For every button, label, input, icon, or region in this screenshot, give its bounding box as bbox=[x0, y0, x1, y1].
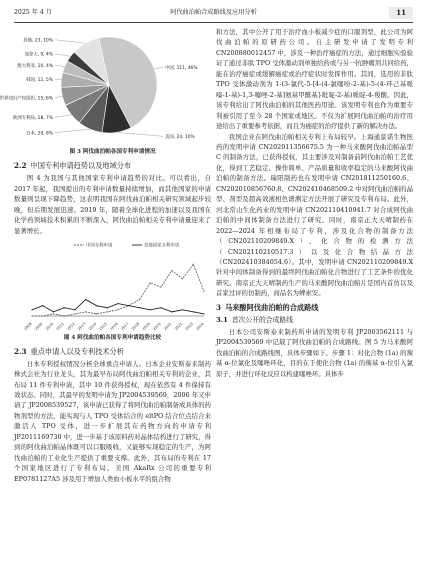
data-point bbox=[42, 305, 43, 306]
data-point bbox=[74, 314, 75, 315]
data-point bbox=[107, 307, 108, 308]
x-tick-label: 2008 bbox=[23, 322, 33, 332]
pie-slice-label: 美国, 24, 10% bbox=[165, 135, 195, 141]
pie-slice-label: 澳大利亚, 10, 4% bbox=[17, 63, 53, 69]
section-3-1-heading bbox=[216, 315, 413, 326]
data-point bbox=[85, 311, 86, 312]
legend-label: 其他国家专利申请 bbox=[144, 243, 180, 249]
header-title: 阿伐曲泊帕合成路线及应用分析 bbox=[170, 9, 257, 16]
pie-leader-line bbox=[55, 129, 90, 133]
section-2-3-heading bbox=[14, 346, 211, 358]
x-tick-label: 2009 bbox=[34, 322, 44, 332]
x-tick-label: 2023 bbox=[184, 322, 194, 332]
data-point bbox=[182, 278, 183, 279]
data-point bbox=[74, 309, 75, 310]
left-column bbox=[0, 27, 211, 484]
x-tick-label: 2011 bbox=[55, 322, 65, 332]
data-point bbox=[139, 307, 140, 308]
x-tick-label: 2018 bbox=[130, 322, 141, 332]
pie-leader-line bbox=[154, 67, 163, 68]
pie-leader-line bbox=[55, 115, 71, 117]
pie-slice-label: 中国, 111, 46% bbox=[165, 66, 198, 72]
pie-leader-line bbox=[55, 40, 85, 43]
pie-slice-label: 欧洲专利局, 18, 7% bbox=[12, 116, 53, 122]
section-number: 2.3 bbox=[14, 346, 27, 356]
figure-4 bbox=[14, 238, 211, 342]
pie-chart bbox=[0, 27, 211, 145]
data-point bbox=[150, 309, 151, 310]
x-tick-label: 2017 bbox=[120, 322, 130, 332]
x-tick-label: 2024 bbox=[195, 322, 205, 332]
data-point bbox=[160, 287, 161, 288]
paragraph: 日本公司安斯泰来制药所申请的发明专利 JP2003562111 与 JP2004539569 中记载了阿伐曲泊帕的合成路线。图 5 为马来酸阿伐曲泊帕的合成路线图，具体步骤如下。步骤 1：对化合物 (1a) 的羰基 α-位氯化及噻唑环化，目的在于使化合物 (1a) 的羰基 α-位引入氯原子，并进行环化反应以构建噻唑环。具体步 bbox=[216, 327, 413, 378]
data-point bbox=[31, 316, 32, 317]
paragraph: 我国企业在阿伐曲泊帕相关专利上布局较早。上海通景诺生物医药的发明申请 CN202011356675.5 为一种马来酸阿伐曲泊帕晶型 C 的制备方法，已获得授权，其主要涉及对制备前阿伐曲泊帕工艺优化，得到工艺稳定、操作简单、产品质量和收率稳定的马来酸阿伐曲泊帕的制备方法。瑞阳制药也在发明申请 CN201811250160.6、CN202010856760.8、CN202410468509.2 中对阿伐曲泊帕的晶型、剂型及超高效液相色谱测定方法开展了研究及专利布局。此外，河北常山生化药业的发明申请 CN202110410941.7 对合成阿伐曲泊帕的中间体制备方法进行了研究。同时，南京正大天晴制药在 2022—2024 年相继布局了专利，涉及化合物的制备方法（CN202110209849.X）、化合物的检测方法（CN202110210517.3）以及化合物结晶方法（CN202410384054.6）。其中，发明申请 CN202110209849.X 针对中间体制备得到的最终阿伐曲泊帕化合物进行了工艺条件的优化研究。南京正大天晴制药生产的马来酸阿伐曲泊帕片是国内首仿以及首家过评的仿制药，商品名为蜱索安。 bbox=[216, 132, 413, 298]
data-point bbox=[85, 299, 86, 300]
data-point bbox=[53, 311, 54, 312]
x-tick-label: 2014 bbox=[87, 322, 98, 332]
section-title: 重点申请人以及专利技术分析 bbox=[30, 346, 124, 356]
paragraph: 和方法，其中公开了用于治疗血小板减少症的口服剂型，此公司为阿伐曲泊帕的原研药公司。自主研发申请了发明专利 CN200880012457 中，涉及一种治疗癌症的方法，通过细胞实验验证了通过非肽 TPO 受体激动剂单独给药或与另一抗肿瘤剂共同给药，能在治疗癌症或缓解癌症或治疗症状时发挥作用。其间，选用的非肽 TPO 受体激动剂为 1-(3-氯代-5-[4-(4-氯噻吩-2-基)-5-(4-环己基哌嗪-1-基)-1,3-噻唑-2-基]氨基甲酰基}吡啶-2-基)哌啶-4-羧酸。因此，该专利给出了阿伐曲泊帕的其他医药用途。该发明专利也作为重要专利被引用了至今 28 个国家或地区。不仅为扩展阿伐曲泊帕的治疗用途给出了重要参考依据，而且为癌症的治疗提供了新的解决办法。 bbox=[216, 28, 413, 131]
figure-3 bbox=[0, 27, 211, 157]
data-point bbox=[203, 291, 204, 292]
pie-slice-label: 日本, 20, 8% bbox=[26, 131, 53, 137]
pie-leader-line bbox=[55, 97, 62, 98]
paragraph: 日本专利授权情况分析全球重点申请人。日本企业安斯泰来制药株式会社为行业龙头，其为最早布局阿伐曲泊帕相关专利的企业，其布局 11 件专利申请，其中 10 件获得授权，现在依然有 4 件保持有效状态。同时，其最早的发明申请为 JP2004539569，2006 年又申请了 JP2008539527，该申请已获得了将阿伐曲泊帕制备成具体的药物剂型的方法，能实现与人 TPO 受体结合的 eltPO 结合位点结合来激活人 TPO 受体，进一步扩展其在药物方向的申请专利 JP2011169730 中，进一步基于该原料药对晶体结构进行了研究，得到的阿伐曲泊帕晶体既可以口服吸收，又能够实现稳定的生产，为阿伐曲泊帕的工业化生产提供了重要支撑。此外，其布局的专利在 17 个国家地区进行了专利布局。美国 AkaRx 公司的重要专利 EP0781127A5 涉及用于增加人类血小板水平的组合物 bbox=[14, 359, 211, 483]
data-point bbox=[117, 309, 118, 310]
pie-leader-line bbox=[55, 54, 71, 56]
pie-slice-label: 其他, 23, 10% bbox=[23, 38, 53, 44]
line-chart bbox=[14, 238, 211, 330]
x-tick-label: 2015 bbox=[98, 322, 108, 332]
section-3-heading bbox=[216, 302, 413, 314]
section-title: 首次公开的合成路线 bbox=[231, 315, 293, 324]
data-point bbox=[117, 303, 118, 304]
data-point bbox=[193, 264, 194, 265]
pie-slice-label: 加拿大, 9, 4% bbox=[24, 52, 53, 58]
x-tick-label: 2022 bbox=[173, 322, 184, 332]
data-point bbox=[128, 305, 129, 306]
data-point bbox=[53, 314, 54, 315]
section-number: 3.1 bbox=[216, 315, 228, 324]
pie-slice-label: 韩国, 12, 5% bbox=[26, 78, 53, 84]
data-point bbox=[107, 311, 108, 312]
data-point bbox=[171, 270, 172, 271]
data-point bbox=[160, 307, 161, 308]
header-rule bbox=[14, 22, 413, 23]
data-point bbox=[182, 309, 183, 310]
right-column bbox=[216, 27, 413, 379]
data-point bbox=[96, 314, 97, 315]
data-point bbox=[150, 283, 151, 284]
section-title: 马来酸阿伐曲泊帕的合成路线 bbox=[225, 302, 319, 312]
data-point bbox=[139, 299, 140, 300]
data-point bbox=[42, 316, 43, 317]
data-point bbox=[64, 316, 65, 317]
x-tick-label: 2012 bbox=[66, 322, 76, 332]
x-tick-label: 2021 bbox=[163, 322, 173, 332]
header-date: 2025 年 4 月 bbox=[14, 9, 52, 16]
x-tick-label: 2019 bbox=[141, 322, 151, 332]
section-title: 中国专利申请趋势以及地域分布 bbox=[30, 161, 132, 171]
data-point bbox=[193, 311, 194, 312]
x-tick-label: 2010 bbox=[44, 322, 55, 332]
figure-4-caption: 图 4 阿伐曲泊帕各国专利申请趋势比较 bbox=[63, 334, 162, 341]
paragraph: 图 4 为我国与其他国家专利申请趋势的对比。可以看出，自 2017 年起，我国提出的专利申请数量持续增加，而其他国家的申请数量则呈现下降趋势，这表明我国在阿伐曲泊帕相关研究领域起步较晚，但后期发展迅速。2019 年，随着全球化进程的加速以及我国在化学药领域技术积累的不断深入，阿伐曲泊帕相关专利申请量迎来了显著增长。 bbox=[14, 174, 211, 235]
section-2-2-heading bbox=[14, 160, 211, 172]
legend-label: 中国专利申请 bbox=[86, 243, 113, 249]
figure-3-caption: 图 3 阿伐曲泊帕各国专利申请情况 bbox=[69, 149, 156, 156]
data-point bbox=[31, 309, 32, 310]
data-point bbox=[203, 314, 204, 315]
pie-slice-label: 世界知识产权组织, 15, 6% bbox=[0, 96, 53, 102]
pie-leader-line bbox=[55, 65, 65, 67]
running-header bbox=[14, 6, 413, 20]
data-point bbox=[96, 305, 97, 306]
section-number: 2.2 bbox=[14, 161, 27, 171]
page-number: 11 bbox=[389, 7, 413, 19]
x-tick-label: 2016 bbox=[109, 322, 119, 332]
data-point bbox=[171, 311, 172, 312]
x-tick-label: 2013 bbox=[77, 322, 87, 332]
section-number: 3 bbox=[216, 302, 222, 312]
series-line bbox=[32, 265, 204, 317]
data-point bbox=[64, 307, 65, 308]
x-tick-label: 2020 bbox=[152, 322, 162, 332]
series-line bbox=[32, 300, 204, 314]
pie-leader-line bbox=[117, 132, 163, 136]
